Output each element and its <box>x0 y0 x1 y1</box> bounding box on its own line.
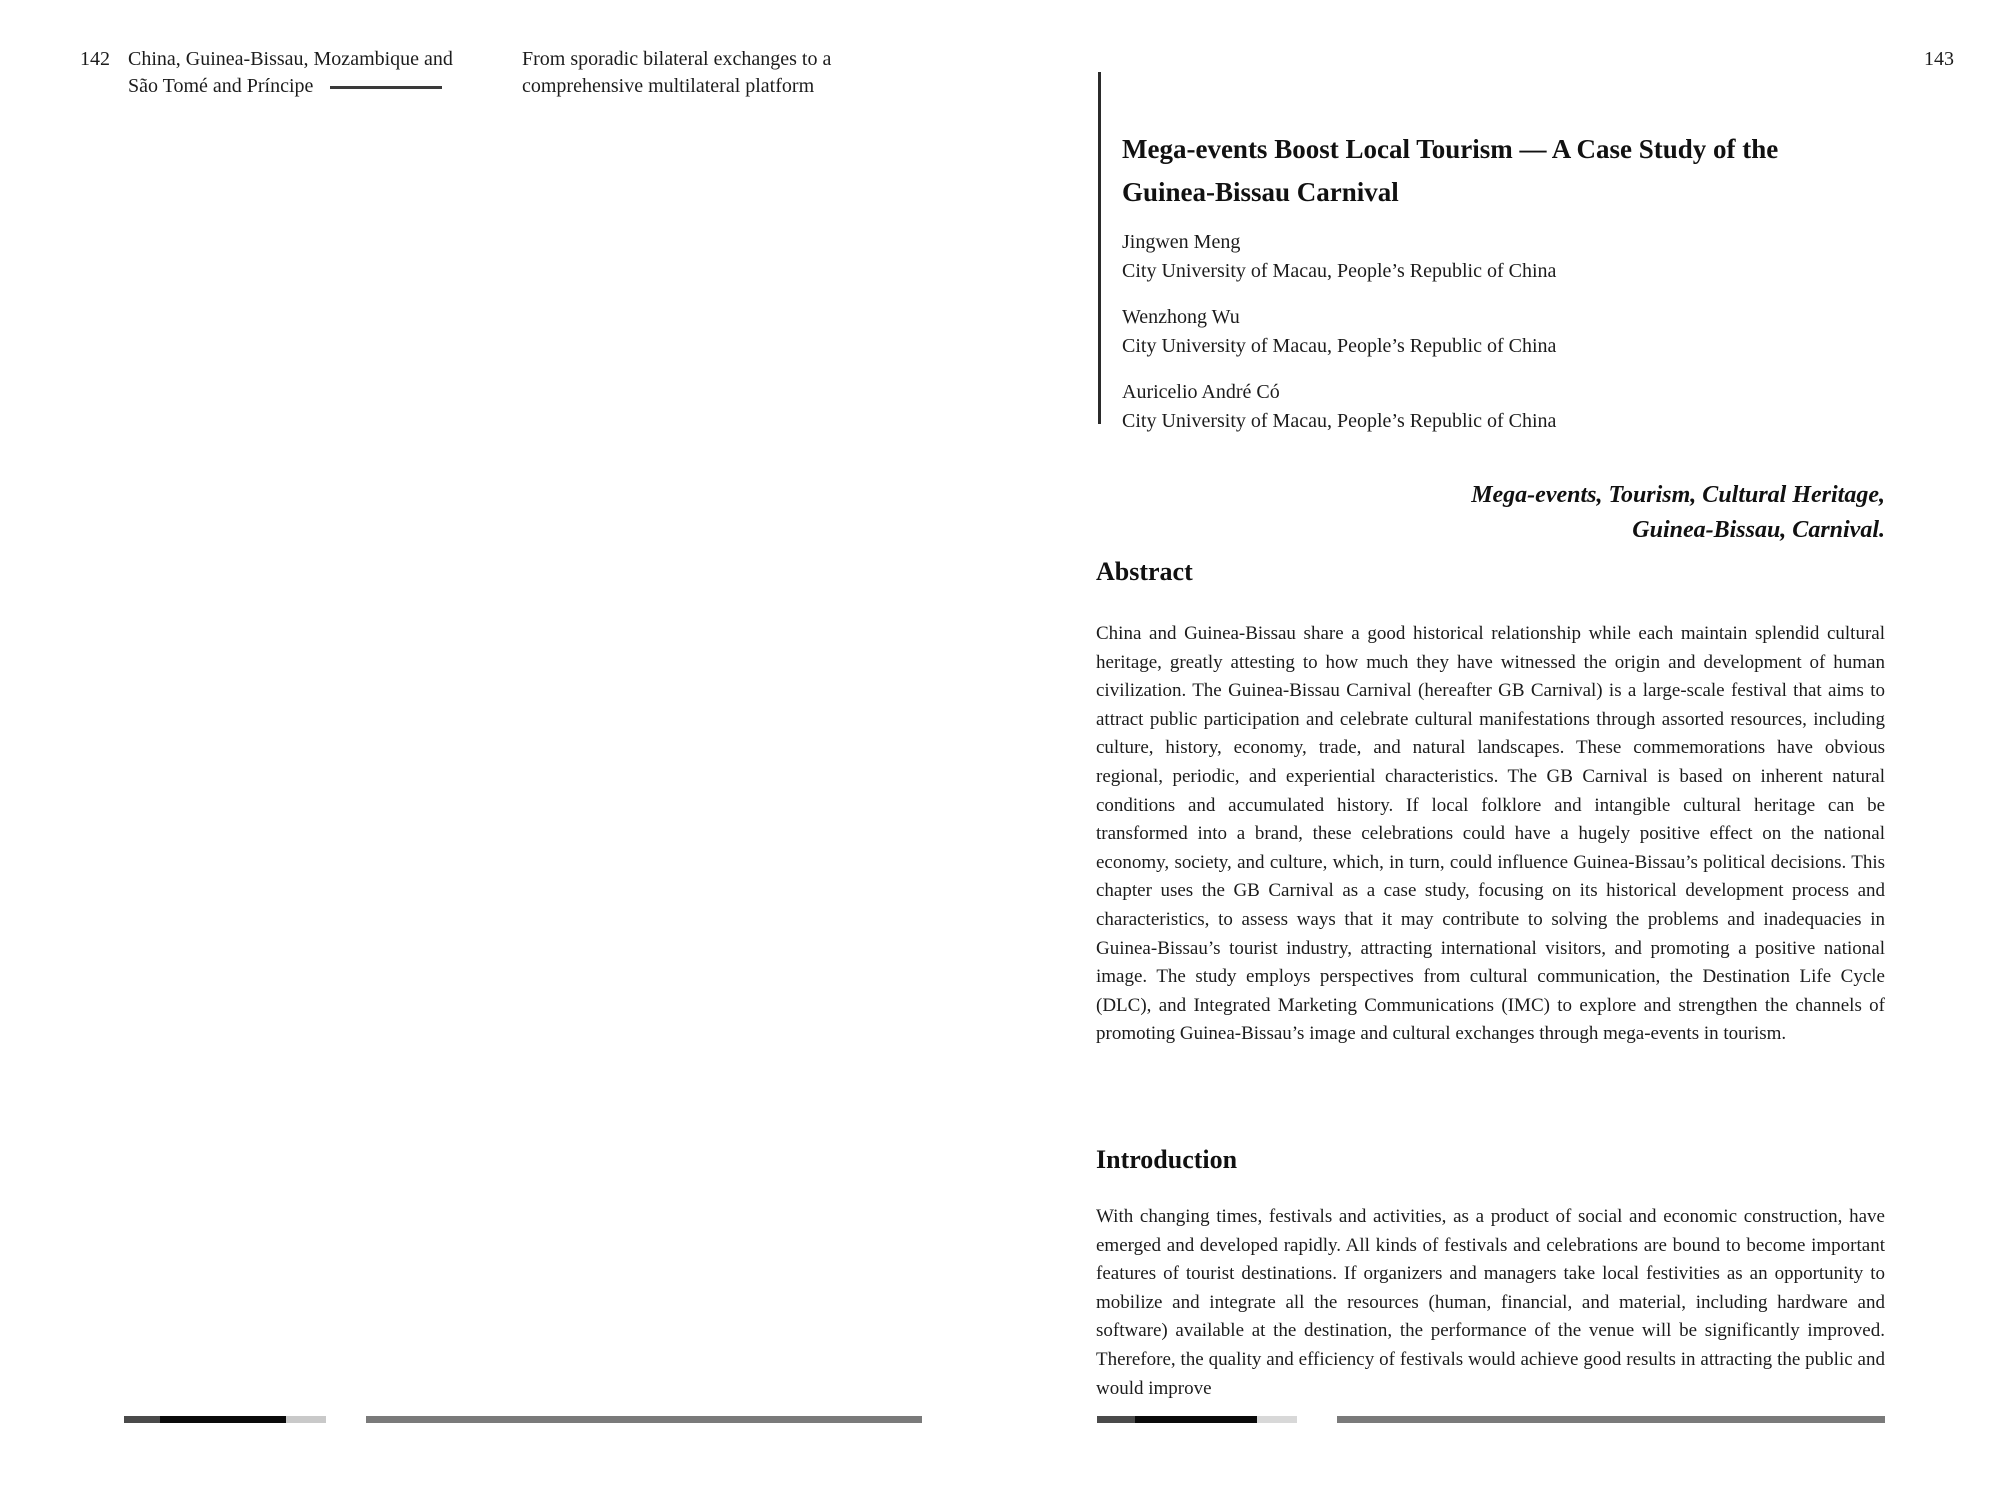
author-entry <box>1122 228 1858 286</box>
left-running-head-line1: China, Guinea-Bissau, Mozambique and <box>128 48 453 70</box>
author-name: Auricelio André Có <box>1122 381 1280 403</box>
left-running-head <box>128 46 458 100</box>
author-name: Wenzhong Wu <box>1122 306 1240 328</box>
right-footer-bar-segment-dark <box>1097 1416 1135 1423</box>
right-page-number: 143 <box>1924 48 1954 70</box>
left-page-number: 142 <box>80 48 110 70</box>
article-title-line2: Guinea-Bissau Carnival <box>1122 177 1399 207</box>
author-list <box>1122 228 1858 436</box>
abstract-paragraph: China and Guinea-Bissau share a good historical relationship while each maintain splendid cultural heritage, greatly attesting to how much they have witnessed the origin and development of human civilization. The Guinea-Bissau Carnival (hereafter GB Carnival) is a large-scale festival that aims to attract public participation and celebrate cultural manifestations through assorted resources, including culture, history, economy, trade, and natural landscapes. These commemorations have obvious regional, periodic, and experiential characteristics. The GB Carnival is based on inherent natural conditions and accumulated history. If local folklore and intangible cultural heritage can be transformed into a brand, these celebrations could have a hugely positive effect on the national economy, society, and culture, which, in turn, could influence Guinea-Bissau’s political decisions. This chapter uses the GB Carnival as a case study, focusing on its historical development process and characteristics, to assess ways that it may contribute to solving the problems and inadequacies in Guinea-Bissau’s tourist industry, attracting international visitors, and promoting a positive national image. The study employs perspectives from cultural communication, the Destination Life Cycle (DLC), and Integrated Marketing Communications (IMC) to explore and strengthen the channels of promoting Guinea-Bissau’s image and cultural exchanges through mega-events in tourism. <box>1096 623 1885 1045</box>
left-footer-bar-segment-dark <box>124 1416 160 1423</box>
article-title-line1: Mega-events Boost Local Tourism — A Case Study of the <box>1122 134 1779 164</box>
running-head-rule <box>330 86 442 89</box>
keywords <box>1096 478 1885 548</box>
left-running-head-line2: São Tomé and Príncipe <box>128 75 314 97</box>
keywords-line2: Guinea-Bissau, Carnival. <box>1632 517 1885 543</box>
author-entry <box>1122 378 1858 436</box>
left-footer-bar-long <box>366 1416 922 1423</box>
abstract-heading: Abstract <box>1096 557 1193 586</box>
keywords-line1: Mega-events, Tourism, Cultural Heritage, <box>1471 482 1885 508</box>
article-title <box>1122 128 1858 214</box>
right-footer-bar-long <box>1337 1416 1885 1423</box>
right-footer-bar-segment-light <box>1257 1416 1297 1423</box>
article-title-block <box>1098 72 1858 432</box>
left-footer-bar-segment-light <box>286 1416 326 1423</box>
left-footer-bar-group <box>124 1416 326 1423</box>
introduction-paragraph: With changing times, festivals and activities, as a product of social and economic construction, have emerged and developed rapidly. All kinds of festivals and celebrations are bound to become important features of tourist destinations. If organizers and managers take local festivities as an opportunity to mobilize and integrate all the resources (human, financial, and material, including hardware and software) available at the destination, the performance of the venue will be significantly improved. Therefore, the quality and efficiency of festivals would achieve good results in attracting the public and would improve <box>1096 1206 1885 1399</box>
author-affiliation: City University of Macau, People’s Republic of China <box>1122 410 1557 432</box>
center-running-head-line1: From sporadic bilateral exchanges to a <box>522 48 832 70</box>
right-footer-bar-segment-black <box>1135 1416 1257 1423</box>
right-footer-bar-group <box>1097 1416 1297 1423</box>
left-footer-bar-segment-black <box>160 1416 286 1423</box>
author-affiliation: City University of Macau, People’s Republic of China <box>1122 335 1557 357</box>
center-running-head-line2: comprehensive multilateral platform <box>522 75 815 97</box>
author-entry <box>1122 303 1858 361</box>
center-running-head <box>522 46 902 100</box>
introduction-heading: Introduction <box>1096 1145 1238 1174</box>
author-name: Jingwen Meng <box>1122 231 1241 253</box>
author-affiliation: City University of Macau, People’s Republic of China <box>1122 260 1557 282</box>
